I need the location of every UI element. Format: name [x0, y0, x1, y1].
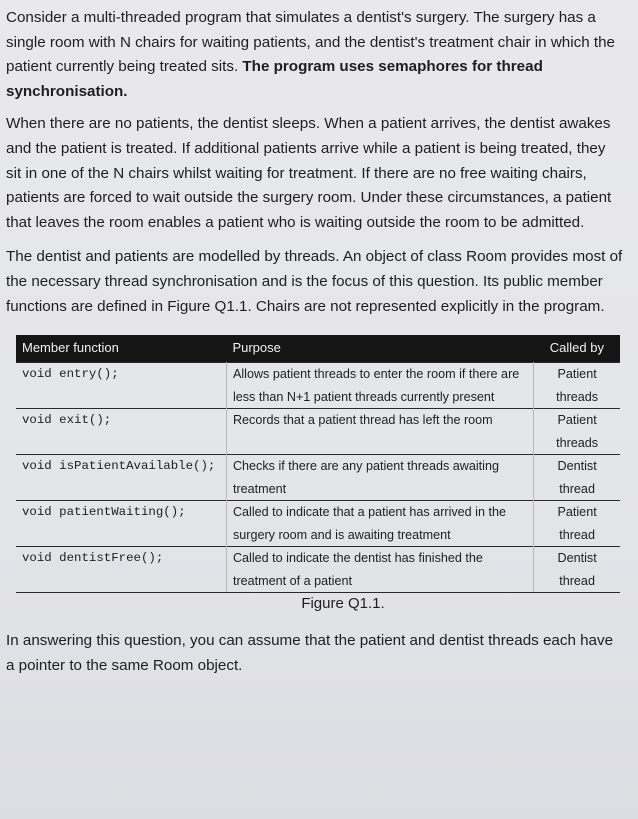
- purpose-cell: Allows patient threads to enter the room if there are less than N+1 patient threads currently present: [226, 363, 533, 409]
- member-function-cell: void exit();: [16, 409, 226, 455]
- header-purpose: Purpose: [226, 335, 533, 363]
- table-row: [16, 501, 620, 547]
- member-function-cell: void isPatientAvailable();: [16, 455, 226, 501]
- purpose-cell: Called to indicate the dentist has finished the treatment of a patient: [226, 547, 533, 593]
- member-function-table: [16, 335, 620, 593]
- header-member-function: Member function: [16, 335, 226, 363]
- paragraph-assumption: In answering this question, you can assume that the patient and dentist threads each have a pointer to the same Room object.: [6, 632, 614, 674]
- paragraph-intro-bold: The program uses semaphores for thread synchronisation.: [6, 58, 543, 100]
- purpose-cell: Records that a patient thread has left the room: [226, 409, 533, 455]
- member-function-cell: void patientWaiting();: [16, 501, 226, 547]
- purpose-cell: Called to indicate that a patient has arrived in the surgery room and is awaiting treatment: [226, 501, 533, 547]
- table-row: [16, 363, 620, 409]
- paragraph-modelling: The dentist and patients are modelled by threads. An object of class Room provides most of the necessary thread synchronisation and is the focus of this question. Its public member functions are defined in Figure Q1.1. Chairs are not represented explicitly in the program.: [6, 248, 623, 315]
- table-row: [16, 409, 620, 455]
- table-header-row: [16, 335, 620, 363]
- paragraph-intro-text: Consider a multi-threaded program that simulates a dentist's surgery. The surgery has a single room with N chairs for waiting patients, and the dentist's treatment chair in which the patient currently being treated sits.: [6, 9, 616, 76]
- called-by-cell: Patient thread: [534, 501, 620, 547]
- paragraph-intro: [6, 6, 624, 104]
- header-called-by: Called by: [534, 335, 620, 363]
- member-function-cell: void dentistFree();: [16, 547, 226, 593]
- called-by-cell: Patient threads: [534, 363, 620, 409]
- called-by-cell: Dentist thread: [534, 547, 620, 593]
- member-function-cell: void entry();: [16, 363, 226, 409]
- figure-caption: Figure Q1.1.: [301, 595, 385, 613]
- called-by-cell: Patient threads: [534, 409, 620, 455]
- paragraph-behaviour: When there are no patients, the dentist sleeps. When a patient arrives, the dentist awakes and the patient is treated. If additional patients arrive while a patient is being treated, they sit in one of the N chairs whilst waiting for treatment. If there are no free waiting chairs, patients are forced to wait outside the surgery room. Under these circumstances, a patient that leaves the room enables a patient who is waiting outside the room to be admitted.: [6, 115, 612, 231]
- table-row: [16, 455, 620, 501]
- called-by-cell: Dentist thread: [534, 455, 620, 501]
- purpose-cell: Checks if there are any patient threads awaiting treatment: [226, 455, 533, 501]
- table-row: [16, 547, 620, 593]
